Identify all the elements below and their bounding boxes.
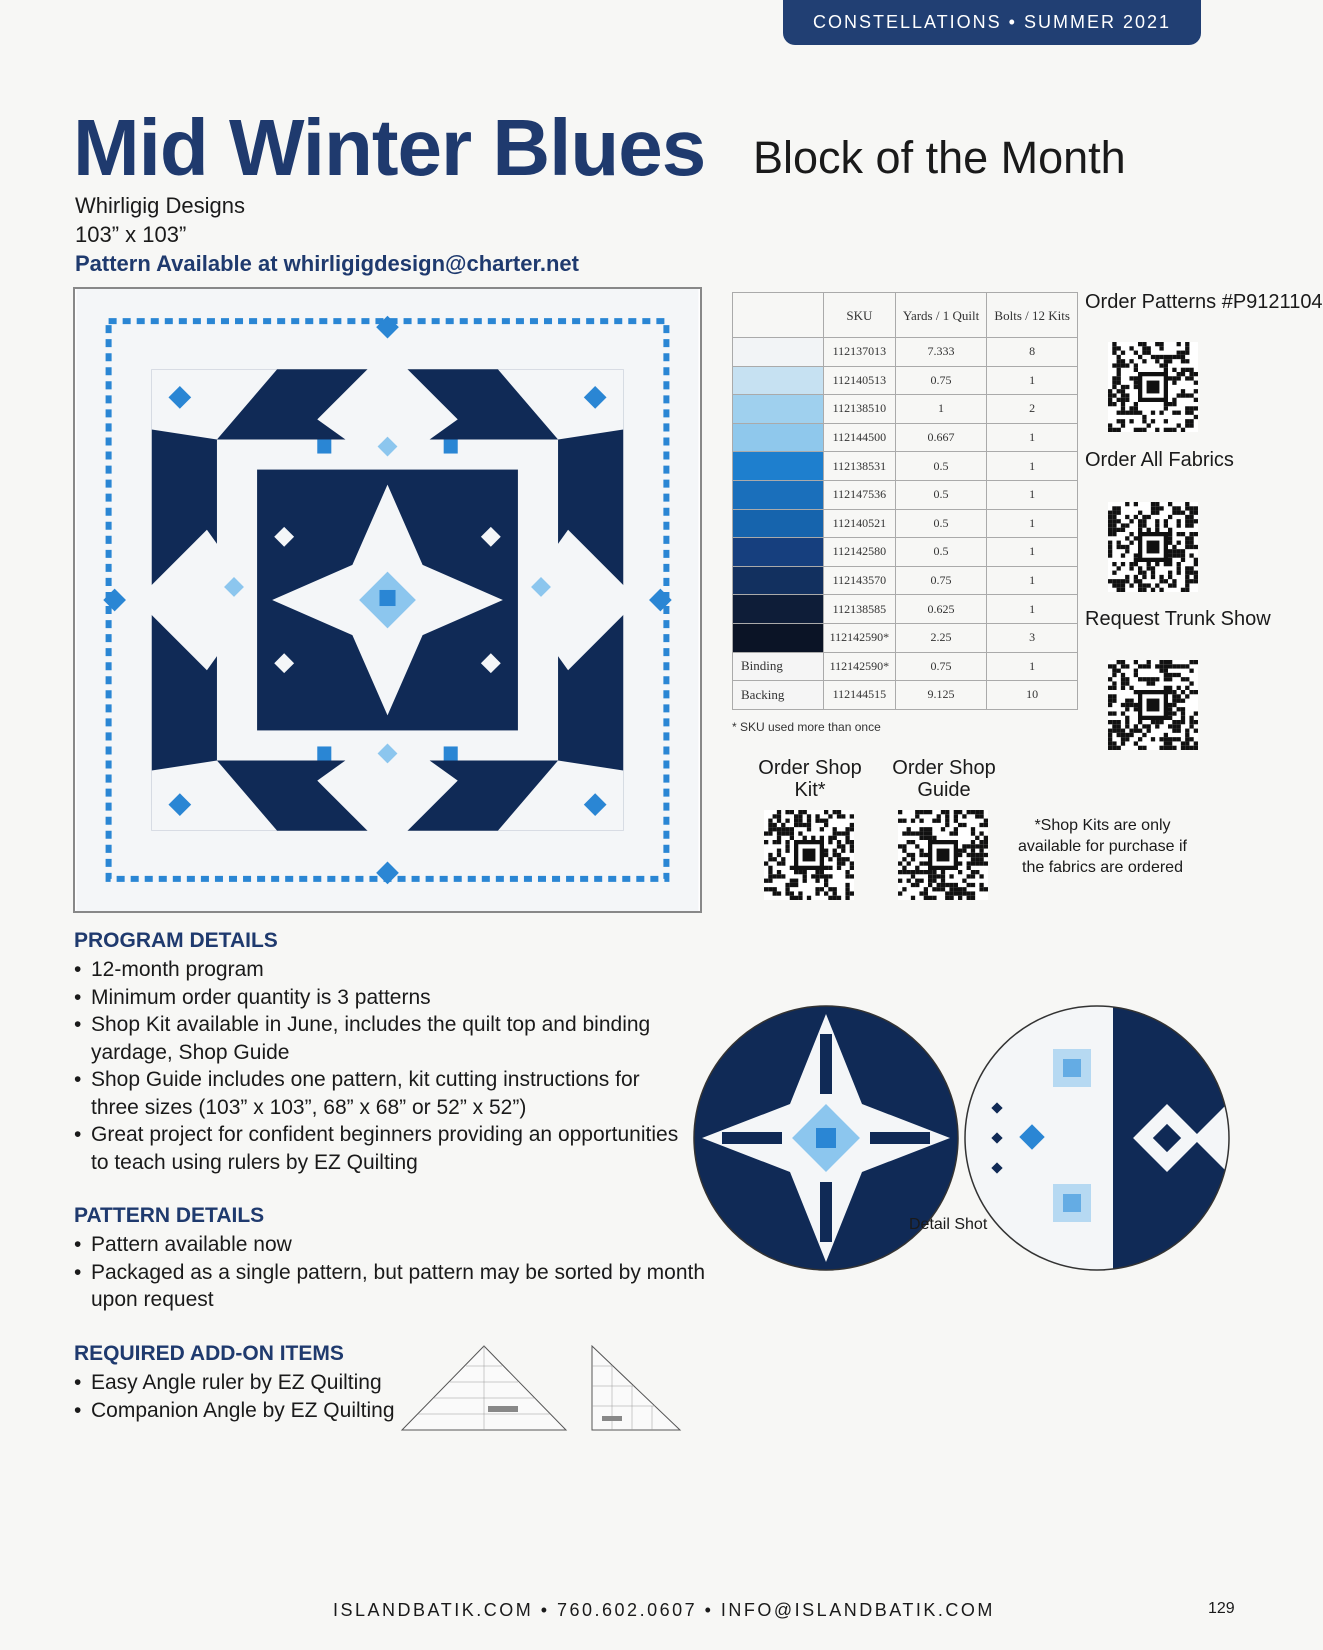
sku-cell: 112138585 xyxy=(824,595,896,624)
fabric-swatch xyxy=(733,452,824,481)
table-row xyxy=(733,423,1078,452)
fabric-swatch xyxy=(733,595,824,624)
qr-code-icon xyxy=(764,810,854,900)
yards-cell: 0.5 xyxy=(895,538,987,567)
detail-shot-2 xyxy=(963,1004,1231,1272)
qr-code-icon xyxy=(1108,342,1198,432)
yards-cell: 0.5 xyxy=(895,452,987,481)
list-item: • Companion Angle by EZ Quilting xyxy=(74,1398,395,1422)
shop-kit-disclaimer: *Shop Kits are only available for purchase if the fabrics are ordered xyxy=(1018,817,1187,876)
yards-header: Yards / 1 Quilt xyxy=(895,293,987,338)
pattern-availability-link[interactable]: Pattern Available at whirligigdesign@charter.net xyxy=(75,251,579,276)
sku-cell: 112143570 xyxy=(824,566,896,595)
list-item: • Packaged as a single pattern, but pattern may be sorted by month upon request xyxy=(74,1260,706,1311)
table-row xyxy=(733,452,1078,481)
fabric-swatch xyxy=(733,338,824,367)
order-patterns-label: Order Patterns #P9121104 xyxy=(1085,291,1323,313)
yards-cell: 0.5 xyxy=(895,480,987,509)
table-row xyxy=(733,566,1078,595)
fabric-swatch xyxy=(733,509,824,538)
sku-cell: 112142590* xyxy=(824,623,896,652)
yards-cell: 0.75 xyxy=(895,366,987,395)
sku-cell: 112140513 xyxy=(824,366,896,395)
bolts-cell: 1 xyxy=(987,366,1078,395)
order-patterns-qr[interactable] xyxy=(1108,342,1198,432)
quilt-illustration xyxy=(75,289,700,911)
companion-angle-ruler-icon xyxy=(398,1342,570,1434)
page-subtitle: Block of the Month xyxy=(753,132,1126,183)
required-addons-heading: REQUIRED ADD-ON ITEMS xyxy=(74,1342,344,1365)
list-item: • Shop Guide includes one pattern, kit cutting instructions for three sizes (103” x 103”, 68” x 68” or 52” x 52”) xyxy=(74,1068,640,1119)
sku-note: * SKU used more than once xyxy=(732,720,881,734)
bolts-cell: 1 xyxy=(987,538,1078,567)
list-item: • Shop Kit available in June, includes the quilt top and binding yardage, Shop Guide xyxy=(74,1013,651,1064)
yards-cell: 0.75 xyxy=(895,566,987,595)
bolts-cell: 2 xyxy=(987,395,1078,424)
table-row xyxy=(733,338,1078,367)
table-row xyxy=(733,623,1078,652)
bolts-cell: 1 xyxy=(987,595,1078,624)
table-row xyxy=(733,681,1078,710)
fabric-swatch xyxy=(733,538,824,567)
fabric-swatch: Backing xyxy=(733,681,824,710)
table-row xyxy=(733,509,1078,538)
request-trunk-show-label: Request Trunk Show xyxy=(1085,608,1271,630)
list-item: • Easy Angle ruler by EZ Quilting xyxy=(74,1371,382,1394)
sku-cell: 112137013 xyxy=(824,338,896,367)
list-item: • 12-month program xyxy=(74,958,264,981)
order-shop-kit-qr[interactable] xyxy=(764,810,854,900)
fabric-swatch xyxy=(733,623,824,652)
detail-shot-label: Detail Shot xyxy=(909,1216,988,1233)
table-row xyxy=(733,538,1078,567)
list-item: • Minimum order quantity is 3 patterns xyxy=(74,985,431,1009)
sku-cell: 112144515 xyxy=(824,681,896,710)
qr-code-icon xyxy=(1108,502,1198,592)
bolts-header: Bolts / 12 Kits xyxy=(987,293,1078,338)
yards-cell: 2.25 xyxy=(895,623,987,652)
bolts-cell: 8 xyxy=(987,338,1078,367)
header-tag: CONSTELLATIONS • SUMMER 2021 xyxy=(783,0,1201,45)
table-row xyxy=(733,366,1078,395)
yards-cell: 0.5 xyxy=(895,509,987,538)
pattern-details-list xyxy=(74,1231,705,1314)
yards-cell: 7.333 xyxy=(895,338,987,367)
table-row xyxy=(733,595,1078,624)
required-addons-list xyxy=(74,1369,395,1424)
yards-cell: 1 xyxy=(895,395,987,424)
program-details-heading: PROGRAM DETAILS xyxy=(74,929,278,952)
sku-cell: 112147536 xyxy=(824,480,896,509)
bolts-cell: 1 xyxy=(987,509,1078,538)
request-trunk-show-qr[interactable] xyxy=(1108,660,1198,750)
bolts-cell: 1 xyxy=(987,452,1078,481)
sku-header: SKU xyxy=(824,293,896,338)
sku-cell: 112138531 xyxy=(824,452,896,481)
pattern-details-heading: PATTERN DETAILS xyxy=(74,1204,265,1227)
list-item: • Great project for confident beginners providing an opportunities to teach using rulers by EZ Quilting xyxy=(74,1123,679,1174)
sku-cell: 112144500 xyxy=(824,423,896,452)
footer-contact: ISLANDBATIK.COM • 760.602.0607 • INFO@ISLANDBATIK.COM xyxy=(333,1600,995,1620)
yards-cell: 9.125 xyxy=(895,681,987,710)
order-shop-guide-label: Order Shop Guide xyxy=(892,757,996,801)
yards-cell: 0.625 xyxy=(895,595,987,624)
quilt-image xyxy=(73,287,702,913)
qr-code-icon xyxy=(1108,660,1198,750)
fabric-swatch xyxy=(733,566,824,595)
order-shop-kit-label: Order Shop Kit* xyxy=(758,757,862,801)
sku-cell: 112142580 xyxy=(824,538,896,567)
yards-cell: 0.667 xyxy=(895,423,987,452)
yards-cell: 0.75 xyxy=(895,652,987,681)
qr-code-icon xyxy=(898,810,988,900)
order-all-fabrics-label: Order All Fabrics xyxy=(1085,449,1234,471)
fabric-swatch xyxy=(733,423,824,452)
table-row xyxy=(733,480,1078,509)
fabric-swatch xyxy=(733,480,824,509)
program-details-list xyxy=(74,956,678,1176)
quilt-size: 103” x 103” xyxy=(75,222,187,247)
sku-cell: 112138510 xyxy=(824,395,896,424)
list-item: • Pattern available now xyxy=(74,1233,292,1256)
order-all-fabrics-qr[interactable] xyxy=(1108,502,1198,592)
fabric-swatch xyxy=(733,395,824,424)
page-number: 129 xyxy=(1208,1600,1235,1617)
fabric-swatch xyxy=(733,366,824,395)
table-row xyxy=(733,395,1078,424)
bolts-cell: 1 xyxy=(987,480,1078,509)
bolts-cell: 1 xyxy=(987,566,1078,595)
fabric-swatch: Binding xyxy=(733,652,824,681)
sku-cell: 112140521 xyxy=(824,509,896,538)
sku-table xyxy=(732,292,1078,710)
order-shop-guide-qr[interactable] xyxy=(898,810,988,900)
bolts-cell: 3 xyxy=(987,623,1078,652)
bolts-cell: 10 xyxy=(987,681,1078,710)
sku-cell: 112142590* xyxy=(824,652,896,681)
page-title: Mid Winter Blues xyxy=(73,103,706,192)
bolts-cell: 1 xyxy=(987,652,1078,681)
swatch-header xyxy=(733,293,824,338)
bolts-cell: 1 xyxy=(987,423,1078,452)
easy-angle-ruler-icon xyxy=(588,1342,684,1434)
table-row xyxy=(733,652,1078,681)
designer-name: Whirligig Designs xyxy=(75,193,245,218)
